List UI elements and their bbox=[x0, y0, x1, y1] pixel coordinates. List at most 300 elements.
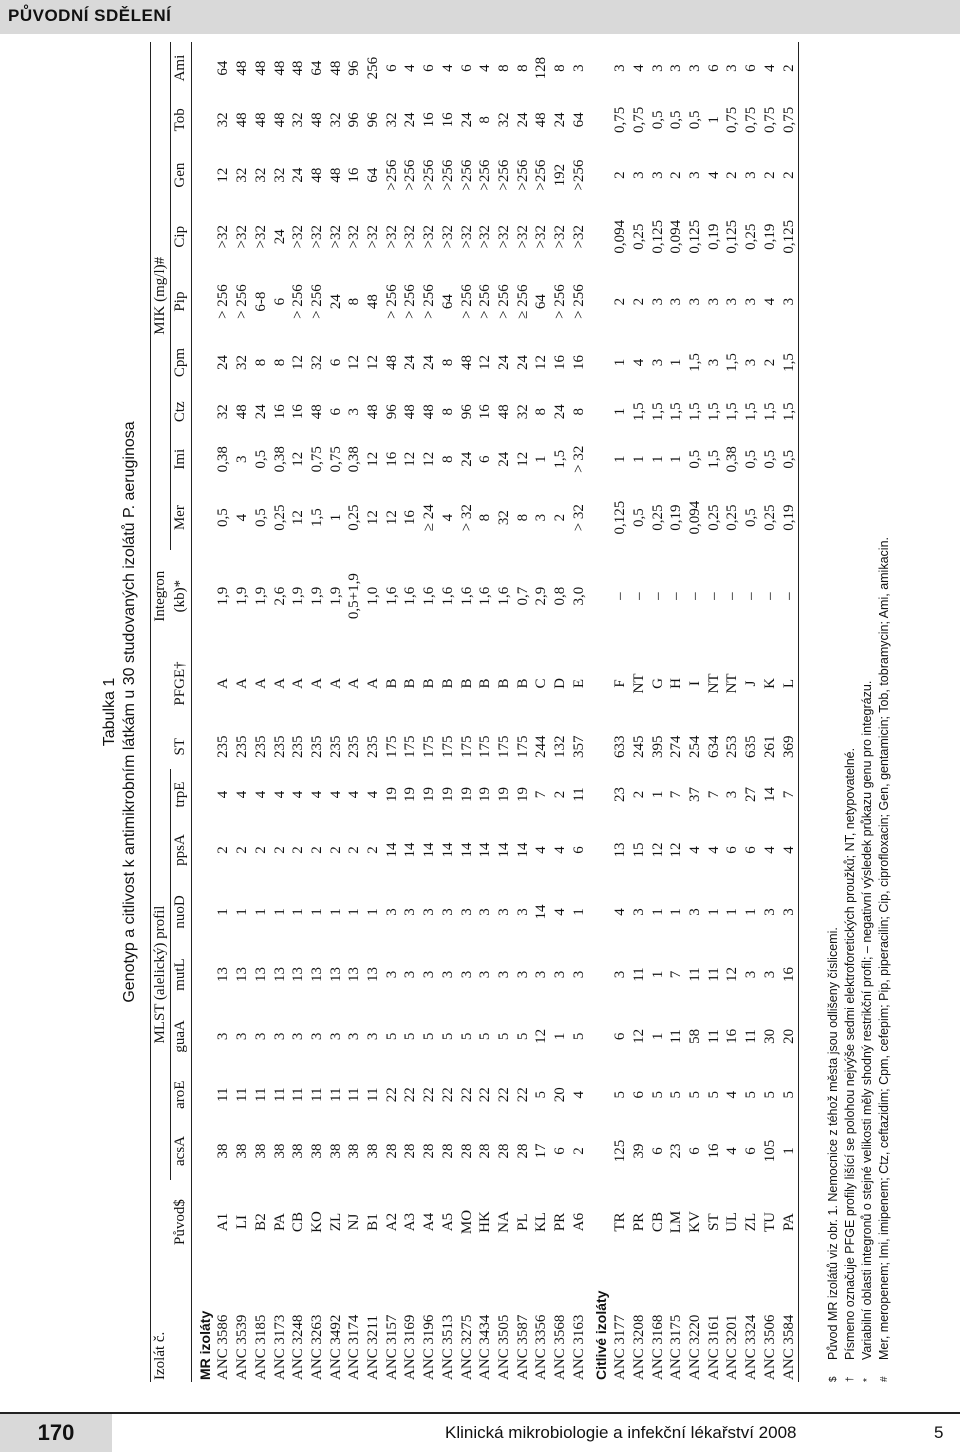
table-cell: 4 bbox=[533, 846, 550, 854]
table-cell: 16 bbox=[271, 404, 288, 420]
table-cell: 0,19 bbox=[761, 223, 778, 250]
table-cell: 0,25 bbox=[761, 504, 778, 531]
table-cell: 1,5 bbox=[761, 402, 778, 422]
table-cell: A6 bbox=[570, 1212, 587, 1232]
table-cell: 14 bbox=[458, 842, 475, 858]
table-cell: A4 bbox=[421, 1212, 438, 1232]
table-cell: 2 bbox=[365, 846, 382, 854]
table-cell: 8 bbox=[514, 64, 531, 72]
table-cell: 8 bbox=[439, 407, 456, 416]
table-row bbox=[401, 42, 420, 1382]
table-cell: 22 bbox=[495, 1087, 512, 1103]
table-cell: 11 bbox=[365, 1087, 382, 1102]
table-cell: 261 bbox=[761, 735, 778, 759]
table-cell: 3 bbox=[533, 513, 550, 522]
table-cell: 48 bbox=[402, 404, 419, 420]
table-cell: >256 bbox=[439, 159, 456, 191]
table-cell: 12 bbox=[365, 510, 382, 526]
table-cell: 2 bbox=[780, 42, 799, 94]
table-row bbox=[327, 42, 346, 1382]
table-cell: 32 bbox=[252, 167, 269, 183]
table-cell: >32 bbox=[458, 225, 475, 249]
table-row bbox=[551, 42, 570, 1382]
table-cell: 24 bbox=[514, 355, 531, 371]
table-cell: 3 bbox=[761, 908, 778, 916]
table-cell: 395 bbox=[649, 735, 666, 759]
table-cell: A bbox=[234, 678, 251, 689]
table-row bbox=[308, 42, 327, 1382]
table-cell: >32 bbox=[215, 225, 232, 249]
table-cell: 3 bbox=[458, 970, 475, 979]
table-cell: J bbox=[743, 680, 760, 687]
table-cell: 235 bbox=[346, 735, 363, 759]
table-cell: 0,5 bbox=[686, 110, 703, 130]
table-cell: ANC 3434 bbox=[477, 1314, 494, 1380]
table-cell: 2 bbox=[215, 846, 232, 854]
table-cell: 4 bbox=[686, 846, 703, 854]
section-label: Citlivé izoláty bbox=[593, 1290, 610, 1380]
table-cell: 12 bbox=[215, 167, 232, 183]
table-cell: 4 bbox=[252, 790, 269, 799]
table-cell: 1 bbox=[552, 1032, 569, 1041]
table-cell: 13 bbox=[252, 967, 269, 983]
table-row bbox=[420, 42, 439, 1382]
table-cell: 6 bbox=[743, 1147, 760, 1155]
table-cell: 1,5 bbox=[552, 449, 569, 469]
table-cell: 14 bbox=[402, 842, 419, 858]
column-header: guaA bbox=[170, 1005, 191, 1067]
table-cell: 13 bbox=[234, 967, 251, 983]
table-cell: >32 bbox=[514, 225, 531, 249]
table-cell: 4 bbox=[761, 297, 778, 306]
table-cell: 105 bbox=[761, 1139, 778, 1163]
table-cell: 2 bbox=[346, 846, 363, 854]
table-cell: ANC 3275 bbox=[458, 1314, 475, 1380]
table-cell: 0,25 bbox=[724, 504, 741, 531]
table-cell: >32 bbox=[308, 225, 325, 249]
table-cell: 12 bbox=[649, 842, 666, 858]
table-cell: F bbox=[612, 679, 629, 688]
table-cell: 1,5 bbox=[686, 402, 703, 422]
table-cell: 3 bbox=[780, 880, 799, 943]
table-cell: B bbox=[421, 678, 438, 689]
table-cell: 2 bbox=[668, 171, 685, 179]
table-cell: >32 bbox=[552, 225, 569, 249]
table-cell: 6 bbox=[327, 407, 344, 416]
table-cell: 1,6 bbox=[402, 586, 419, 606]
table-cell: >256 bbox=[421, 159, 438, 191]
column-header: Mer bbox=[170, 486, 191, 550]
table-cell: 3 bbox=[514, 970, 531, 979]
table-cell: 38 bbox=[365, 1143, 382, 1159]
table-cell: 7 bbox=[533, 790, 550, 799]
table-cell: 12 bbox=[421, 451, 438, 467]
table-cell: ANC 3185 bbox=[252, 1314, 269, 1380]
table-cell: 7 bbox=[668, 970, 685, 979]
table-cell: 17 bbox=[533, 1143, 550, 1159]
table-cell: – bbox=[686, 592, 703, 600]
table-cell: >32 bbox=[533, 225, 550, 249]
table-cell: – bbox=[668, 592, 685, 600]
table-cell: 2 bbox=[570, 1147, 587, 1155]
table-cell: 0,5 bbox=[649, 110, 666, 130]
table-row bbox=[761, 42, 780, 1382]
table-cell: 1 bbox=[612, 407, 629, 416]
table-cell: 0,7 bbox=[514, 586, 531, 606]
footnote-text: Mer, meropenem; Imi, imipenem; Ctz, ceftazidim; Cpm, cefepim; Pip, piperacilin; Cip, ciprofloxacin; Gen, gentamicin; Tob, tobramycin; Ami, amikacin. bbox=[877, 537, 891, 1360]
table-cell: PR bbox=[630, 1212, 647, 1232]
table-cell: >32 bbox=[439, 225, 456, 249]
table-cell: 1,6 bbox=[421, 586, 438, 606]
table-cell: >32 bbox=[252, 225, 269, 249]
table-cell: 32 bbox=[234, 167, 251, 183]
table-cell: 0,5 bbox=[743, 449, 760, 469]
table-cell: 48 bbox=[271, 112, 288, 128]
table-cell: 13 bbox=[271, 967, 288, 983]
table-cell: 4 bbox=[724, 1147, 741, 1155]
table-cell: 22 bbox=[514, 1087, 531, 1103]
table-cell: 14 bbox=[761, 787, 778, 803]
table-cell: A bbox=[365, 678, 382, 689]
table-cell: 0,38 bbox=[215, 446, 232, 473]
genotype-table bbox=[150, 42, 799, 1382]
table-cell: 235 bbox=[308, 735, 325, 759]
table-body bbox=[191, 42, 799, 1382]
table-cell: 28 bbox=[439, 1143, 456, 1159]
table-cell: 256 bbox=[365, 56, 382, 80]
table-cell: 48 bbox=[308, 112, 325, 128]
caption-label: Tabulka 1 bbox=[101, 677, 118, 747]
table-cell: > 256 bbox=[234, 284, 251, 319]
table-cell: 48 bbox=[252, 112, 269, 128]
table-cell: A1 bbox=[215, 1212, 232, 1232]
column-header: PFGE† bbox=[170, 643, 191, 725]
table-cell: ANC 3157 bbox=[383, 1314, 400, 1380]
table-cell: 13 bbox=[215, 967, 232, 983]
table-cell: 4 bbox=[215, 790, 232, 799]
table-cell: 1,9 bbox=[290, 586, 307, 606]
table-cell: 3 bbox=[346, 1032, 363, 1041]
table-cell: 175 bbox=[402, 735, 419, 759]
column-header: mutL bbox=[170, 944, 191, 1006]
table-cell: ANC 3208 bbox=[630, 1314, 647, 1380]
table-cell: ANC 3356 bbox=[533, 1314, 550, 1380]
table-cell: A bbox=[271, 678, 288, 689]
table-cell: A bbox=[252, 678, 269, 689]
column-header: Ami bbox=[170, 42, 191, 94]
table-cell: 19 bbox=[514, 787, 531, 803]
table-cell: 22 bbox=[458, 1087, 475, 1103]
table-cell: CB bbox=[649, 1212, 666, 1233]
table-cell: 5 bbox=[780, 1067, 799, 1122]
table-cell: 48 bbox=[421, 404, 438, 420]
table-cell: 58 bbox=[686, 1028, 703, 1044]
table-cell: 23 bbox=[612, 787, 629, 803]
section-title: PŮVODNÍ SDĚLENÍ bbox=[8, 6, 172, 25]
table-cell: ANC 3587 bbox=[514, 1314, 531, 1380]
table-cell: 0,25 bbox=[630, 223, 647, 250]
table-cell: >256 bbox=[514, 159, 531, 191]
group-header-row bbox=[151, 42, 171, 1382]
table-cell: 4 bbox=[439, 513, 456, 522]
table-cell: 48 bbox=[271, 60, 288, 76]
table-cell: 1 bbox=[649, 455, 666, 463]
table-cell: 3 bbox=[290, 1032, 307, 1041]
table-cell: 11 bbox=[705, 967, 722, 982]
table-cell: > 256 bbox=[290, 284, 307, 319]
table-cell: 48 bbox=[234, 112, 251, 128]
table-cell: 635 bbox=[743, 735, 760, 759]
table-cell: I bbox=[686, 680, 703, 686]
table-cell: 4 bbox=[234, 513, 251, 522]
table-cell: 2 bbox=[612, 297, 629, 306]
table-cell: 3 bbox=[327, 1032, 344, 1041]
table-cell: >32 bbox=[383, 225, 400, 249]
table-cell: 64 bbox=[570, 112, 587, 128]
table-cell: 22 bbox=[421, 1087, 438, 1103]
table-cell: A bbox=[327, 678, 344, 689]
table-cell: 48 bbox=[495, 404, 512, 420]
table-cell: 1,5 bbox=[780, 391, 799, 433]
table-cell: 3 bbox=[743, 970, 760, 979]
table-cell: 3 bbox=[421, 970, 438, 979]
table-cell: 1,9 bbox=[215, 586, 232, 606]
table-cell: 8 bbox=[533, 407, 550, 416]
table-cell: 3 bbox=[439, 908, 456, 916]
table-cell: 96 bbox=[346, 112, 363, 128]
footnote-symbol: $ bbox=[828, 1376, 839, 1382]
table-cell: 11 bbox=[234, 1087, 251, 1102]
table-cell: 5 bbox=[477, 1032, 494, 1041]
table-cell: 0,5 bbox=[215, 508, 232, 528]
table-cell: 2 bbox=[271, 846, 288, 854]
table-cell: 3,0 bbox=[570, 586, 587, 606]
table-cell: 64 bbox=[533, 294, 550, 310]
table-cell: 3 bbox=[383, 970, 400, 979]
caption-text: Genotyp a citlivost k antimikrobním látkám u 30 studovaných izolátů P. aeruginosa bbox=[121, 421, 138, 1003]
table-cell: 1 bbox=[743, 908, 760, 916]
table-cell: L bbox=[780, 643, 799, 725]
table-cell: >32 bbox=[495, 225, 512, 249]
table-cell: 0,125 bbox=[649, 219, 666, 254]
table-cell: 0,125 bbox=[686, 219, 703, 254]
table-cell: 175 bbox=[477, 735, 494, 759]
section-header bbox=[0, 0, 960, 34]
table-cell: ANC 3492 bbox=[327, 1314, 344, 1380]
table-cell: 4 bbox=[552, 846, 569, 854]
table-cell: B bbox=[477, 678, 494, 689]
table-cell: 3 bbox=[402, 970, 419, 979]
table-row bbox=[458, 42, 477, 1382]
table-cell: 1,6 bbox=[439, 586, 456, 606]
table-cell: 28 bbox=[495, 1143, 512, 1159]
table-cell: 4 bbox=[705, 171, 722, 179]
table-cell: 0,19 bbox=[668, 504, 685, 531]
table-cell: 48 bbox=[327, 60, 344, 76]
table-cell: 38 bbox=[308, 1143, 325, 1159]
table-cell: 16 bbox=[780, 944, 799, 1006]
table-cell: 5 bbox=[743, 1091, 760, 1099]
table-cell: 1,5 bbox=[705, 402, 722, 422]
table-cell: 3 bbox=[630, 908, 647, 916]
table-cell: 634 bbox=[705, 735, 722, 759]
table-cell: 132 bbox=[552, 735, 569, 759]
table-cell: LM bbox=[668, 1210, 685, 1234]
table-cell: 4 bbox=[552, 908, 569, 916]
table-cell: 3 bbox=[533, 970, 550, 979]
section-label: MR izoláty bbox=[196, 1310, 213, 1380]
table-cell: 1 bbox=[705, 116, 722, 124]
table-cell: 1 bbox=[365, 908, 382, 916]
table-cell: 0,75 bbox=[743, 106, 760, 133]
table-cell: 6-8 bbox=[252, 291, 269, 312]
table-cell: 32 bbox=[495, 112, 512, 128]
table-cell: 3 bbox=[477, 970, 494, 979]
table-cell: 14 bbox=[514, 842, 531, 858]
table-cell: 1 bbox=[308, 908, 325, 916]
table-cell: 96 bbox=[458, 404, 475, 420]
footnote bbox=[842, 42, 859, 1382]
table-cell: 1 bbox=[290, 908, 307, 916]
table-cell: 0,125 bbox=[612, 500, 629, 535]
table-cell: 1,9 bbox=[234, 586, 251, 606]
table-cell: 2 bbox=[552, 513, 569, 522]
table-cell: 38 bbox=[290, 1143, 307, 1159]
table-cell: 12 bbox=[365, 451, 382, 467]
table-cell: 0,25 bbox=[271, 504, 288, 531]
table-caption bbox=[100, 42, 140, 1382]
table-cell: 3 bbox=[724, 790, 741, 799]
table-row bbox=[723, 42, 742, 1382]
table-cell: 19 bbox=[439, 787, 456, 803]
table-cell: 64 bbox=[308, 60, 325, 76]
table-cell: 369 bbox=[780, 724, 799, 769]
table-cell: PA bbox=[271, 1213, 288, 1231]
table-cell: 0,5 bbox=[780, 433, 799, 486]
group-mlst: MLST (alelický) profil bbox=[151, 769, 171, 1180]
table-cell: 14 bbox=[495, 842, 512, 858]
table-row bbox=[495, 42, 514, 1382]
table-cell: KL bbox=[533, 1212, 550, 1233]
table-cell: A5 bbox=[439, 1212, 456, 1232]
table-cell: 16 bbox=[477, 404, 494, 420]
table-cell: 13 bbox=[327, 967, 344, 983]
page-footer bbox=[0, 1412, 960, 1452]
table-cell: 12 bbox=[668, 842, 685, 858]
table-cell: 19 bbox=[477, 787, 494, 803]
column-header: Cip bbox=[170, 205, 191, 269]
table-cell: 3 bbox=[477, 908, 494, 916]
table-cell: 48 bbox=[308, 167, 325, 183]
table-cell: G bbox=[649, 678, 666, 689]
table-cell: ANC 3584 bbox=[780, 1264, 799, 1382]
table-cell: 5 bbox=[612, 1091, 629, 1099]
table-cell: 235 bbox=[234, 735, 251, 759]
table-cell: 64 bbox=[439, 294, 456, 310]
table-cell: 5 bbox=[421, 1032, 438, 1041]
table-cell: 0,75 bbox=[308, 446, 325, 473]
table-cell: 235 bbox=[252, 735, 269, 759]
table-cell: 1 bbox=[705, 908, 722, 916]
table-cell: 3 bbox=[743, 358, 760, 367]
table-cell: 16 bbox=[383, 451, 400, 467]
table-cell: 24 bbox=[327, 294, 344, 310]
table-cell: 7 bbox=[780, 769, 799, 820]
table-cell: 1 bbox=[612, 358, 629, 367]
table-cell: 11 bbox=[252, 1087, 269, 1102]
table-cell: 3 bbox=[743, 297, 760, 306]
table-cell: 3 bbox=[761, 970, 778, 979]
table-cell: 0,5 bbox=[686, 449, 703, 469]
table-cell: 6 bbox=[649, 1147, 666, 1155]
table-cell: 235 bbox=[215, 735, 232, 759]
table-cell: 0,25 bbox=[346, 504, 363, 531]
table-cell: 3 bbox=[252, 1032, 269, 1041]
table-row bbox=[364, 42, 383, 1382]
table-cell: 2 bbox=[327, 846, 344, 854]
table-cell: A bbox=[290, 678, 307, 689]
table-cell: 4 bbox=[327, 790, 344, 799]
table-cell: 28 bbox=[402, 1143, 419, 1159]
table-cell: 64 bbox=[365, 167, 382, 183]
table-cell: 235 bbox=[290, 735, 307, 759]
table-cell: >32 bbox=[346, 225, 363, 249]
table-cell: 0,125 bbox=[724, 219, 741, 254]
table-cell: ANC 3513 bbox=[439, 1314, 456, 1380]
table-cell: 1 bbox=[327, 908, 344, 916]
table-cell: 175 bbox=[514, 735, 531, 759]
table-cell: 12 bbox=[290, 451, 307, 467]
table-row bbox=[780, 42, 799, 1382]
table-cell: 0,094 bbox=[668, 219, 685, 254]
table-cell: PA bbox=[780, 1180, 799, 1265]
footnote-symbol: * bbox=[862, 1378, 873, 1382]
table-cell: 235 bbox=[327, 735, 344, 759]
column-header: acsA bbox=[170, 1122, 191, 1180]
table-cell: B bbox=[495, 678, 512, 689]
table-row bbox=[233, 42, 252, 1382]
table-row bbox=[570, 42, 589, 1382]
table-cell: 12 bbox=[402, 451, 419, 467]
table-cell: KO bbox=[308, 1211, 325, 1233]
table-cell: 125 bbox=[612, 1139, 629, 1163]
table-cell: 48 bbox=[234, 60, 251, 76]
table-cell: 3 bbox=[514, 908, 531, 916]
column-header: trpE bbox=[170, 769, 191, 820]
table-cell: 22 bbox=[477, 1087, 494, 1103]
table-cell: ANC 3263 bbox=[308, 1314, 325, 1380]
table-cell: 6 bbox=[686, 1147, 703, 1155]
table-cell: 12 bbox=[477, 355, 494, 371]
table-cell: 28 bbox=[383, 1143, 400, 1159]
footnote bbox=[876, 42, 893, 1382]
table-cell: H bbox=[668, 678, 685, 689]
table-cell: 2 bbox=[630, 297, 647, 306]
table-cell: 2 bbox=[308, 846, 325, 854]
table-cell: 175 bbox=[458, 735, 475, 759]
column-header: Imi bbox=[170, 433, 191, 486]
table-cell: 12 bbox=[383, 510, 400, 526]
table-cell: > 256 bbox=[308, 284, 325, 319]
table-cell: 0,38 bbox=[271, 446, 288, 473]
table-cell: 3 bbox=[686, 171, 703, 179]
table-cell: 11 bbox=[290, 1087, 307, 1102]
table-cell: TR bbox=[612, 1212, 629, 1232]
table-cell: > 32 bbox=[458, 504, 475, 532]
table-cell: HK bbox=[477, 1211, 494, 1233]
column-header: nuoD bbox=[170, 880, 191, 943]
table-cell: 16 bbox=[421, 112, 438, 128]
